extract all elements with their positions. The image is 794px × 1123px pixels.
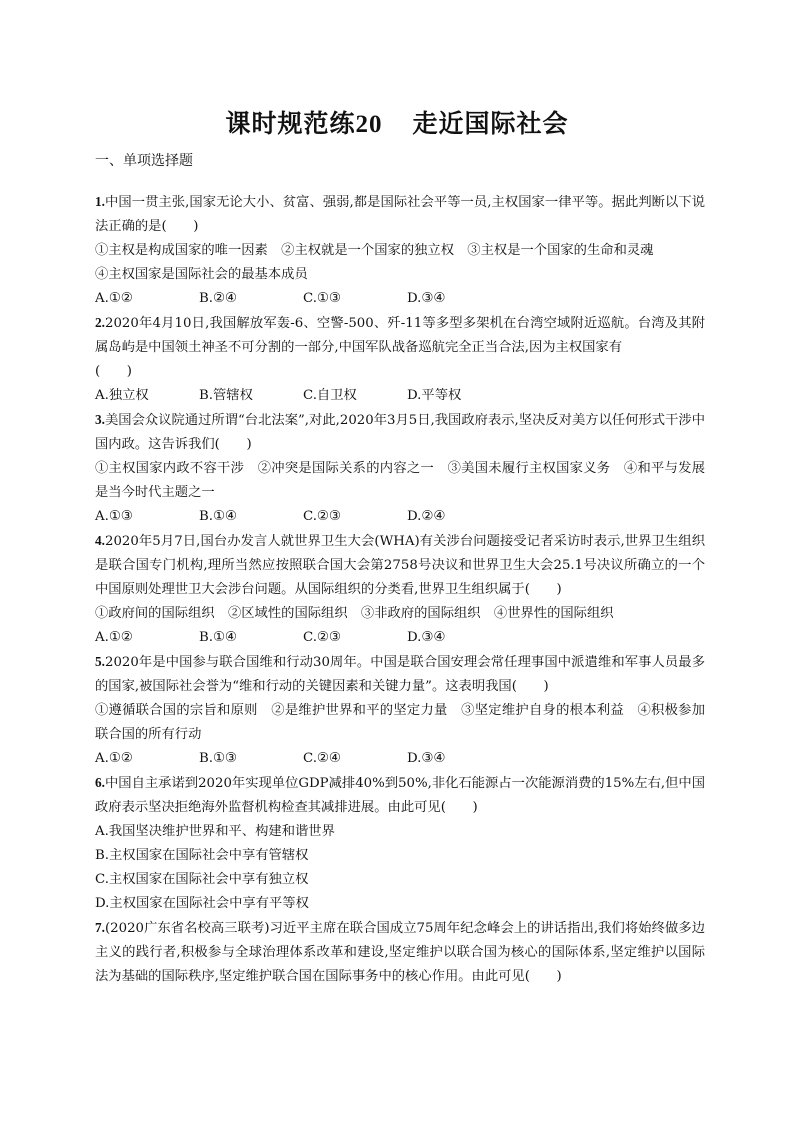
- question-number: 1.: [95, 194, 105, 209]
- question-stem: (2020广东省名校高三联考)习近平主席在联合国成立75周年纪念峰会上的讲话指出,我们将始终做多边主义的践行者,积极参与全球治理体系改革和建设,坚定维护以联合国为核心的国际体系,坚定维护以国际法为基础的国际秩序,坚定维护联合国在国际事务中的核心作用。由此可见( ): [95, 921, 705, 984]
- title-name: 走近国际社会: [412, 109, 569, 138]
- answer-options: [95, 287, 705, 311]
- option-d: D.平等权: [407, 388, 462, 403]
- question-stem: 2020年是中国参与联合国维和行动30周年。中国是联合国安理会常任理事国中派遣维和军事人员最多的国家,被国际社会誉为“维和行动的关键因素和关键力量”。这表明我国( ): [95, 655, 705, 694]
- question-stem: 中国一贯主张,国家无论大小、贫富、强弱,都是国际社会平等一员,主权国家一律平等。据此判断以下说法正确的是( ): [95, 195, 705, 234]
- option-d: D.③④: [407, 751, 446, 766]
- option-d: D.②④: [407, 509, 446, 524]
- title-prefix: 课时规范练: [225, 109, 356, 138]
- option-b: B.①③: [199, 751, 237, 766]
- option-a: A.①②: [95, 751, 133, 766]
- answer-options: [95, 747, 705, 771]
- answer-options: [95, 505, 705, 529]
- page-title: [0, 104, 794, 140]
- question-6: [95, 771, 705, 916]
- question-items: ④主权国家是国际社会的最基本成员: [95, 267, 308, 282]
- answer-options: [95, 626, 705, 650]
- option-c: C.②④: [303, 751, 341, 766]
- option-a: A.①②: [95, 291, 133, 306]
- question-stem: 中国自主承诺到2020年实现单位GDP减排40%到50%,非化石能源占一次能源消费的15%左右,但中国政府表示坚决拒绝海外监督机构检查其减排进展。由此可见( ): [95, 776, 705, 815]
- questions-list: [95, 190, 705, 989]
- question-stem: 2020年4月10日,我国解放军轰-6、空警-500、歼-11等多型多架机在台湾空域附近巡航。台湾及其附属岛屿是中国领土神圣不可分割的一部分,中国军队战备巡航完全正当合法,因为主权国家有: [95, 316, 705, 355]
- question-items: ①遵循联合国的宗旨和原则 ②是维护世界和平的坚定力量 ③坚定维护自身的根本利益 ④积极参加联合国的所有行动: [95, 703, 705, 742]
- question-stem: 2020年5月7日,国台办发言人就世界卫生大会(WHA)有关涉台问题接受记者采访时表示,世界卫生组织是联合国专门机构,理所当然应按照联合国大会第2758号决议和世界卫生大会25.1号决议所确立的一个中国原则处理世卫大会涉台问题。从国际组织的分类看,世界卫生组织属于( ): [95, 534, 705, 597]
- option-a: A.①②: [95, 630, 133, 645]
- question-number: 2.: [95, 315, 105, 330]
- question-number: 5.: [95, 654, 105, 669]
- option-c: C.②③: [303, 630, 341, 645]
- question-4: [95, 529, 705, 650]
- question-stem: 美国会众议院通过所谓“台北法案”,对此,2020年3月5日,我国政府表示,坚决反对美方以任何形式干涉中国内政。这告诉我们( ): [95, 413, 705, 452]
- option-a: A.我国坚决维护世界和平、构建和谐世界: [95, 824, 335, 839]
- question-7: [95, 916, 705, 989]
- section-heading: 一、单项选择题: [95, 153, 193, 169]
- option-b: B.①④: [199, 509, 237, 524]
- option-d: D.主权国家在国际社会中享有平等权: [95, 896, 309, 911]
- question-items: ①主权是构成国家的唯一因素 ②主权就是一个国家的独立权 ③主权是一个国家的生命和灵魂: [95, 243, 654, 258]
- answer-paren: ( ): [95, 364, 132, 379]
- option-c: C.自卫权: [303, 388, 357, 403]
- option-b: B.主权国家在国际社会中享有管辖权: [95, 848, 309, 863]
- question-items: ①政府间的国际组织 ②区域性的国际组织 ③非政府的国际组织 ④世界性的国际组织: [95, 606, 614, 621]
- title-number: 20: [355, 111, 383, 138]
- option-b: B.②④: [199, 291, 237, 306]
- answer-options: [95, 384, 705, 408]
- option-b: B.管辖权: [199, 388, 253, 403]
- question-number: 6.: [95, 775, 105, 790]
- option-c: C.②③: [303, 509, 341, 524]
- option-d: D.③④: [407, 630, 446, 645]
- question-number: 7.: [95, 920, 105, 935]
- option-a: A.①③: [95, 509, 133, 524]
- option-a: A.独立权: [95, 388, 149, 403]
- question-2: [95, 311, 705, 408]
- question-number: 3.: [95, 412, 105, 427]
- question-number: 4.: [95, 533, 105, 548]
- question-3: [95, 408, 705, 529]
- question-5: [95, 650, 705, 771]
- question-items: ①主权国家内政不容干涉 ②冲突是国际关系的内容之一 ③美国未履行主权国家义务 ④和平与发展是当今时代主题之一: [95, 461, 705, 500]
- option-c: C.主权国家在国际社会中享有独立权: [95, 872, 309, 887]
- option-d: D.③④: [407, 291, 446, 306]
- option-b: B.①④: [199, 630, 237, 645]
- question-1: [95, 190, 705, 311]
- option-c: C.①③: [303, 291, 341, 306]
